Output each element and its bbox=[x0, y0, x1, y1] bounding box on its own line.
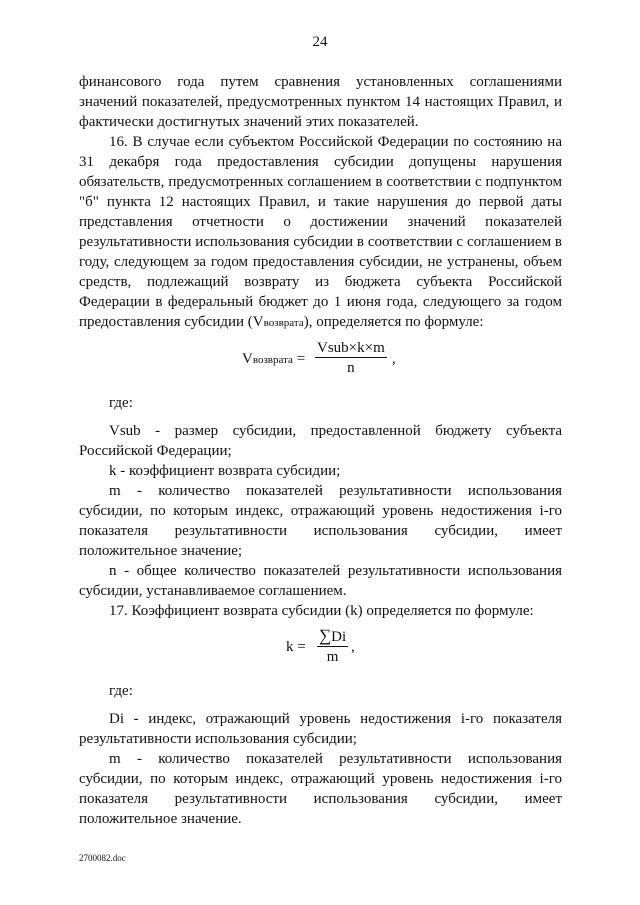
formula-k-comma: , bbox=[351, 639, 355, 655]
v-return-subscript: возврата bbox=[263, 317, 304, 329]
formula-k-lhs: k = bbox=[286, 639, 306, 655]
formula-numerator: Vsub×k×m bbox=[317, 340, 385, 356]
formula-k-fraction bbox=[317, 627, 348, 667]
spacer bbox=[79, 701, 562, 709]
document-filename-footer: 2700082.doc bbox=[79, 853, 126, 863]
formula-k bbox=[79, 627, 562, 671]
formula-v-symbol: V bbox=[242, 351, 253, 367]
v-return-symbol: V bbox=[252, 314, 264, 330]
formula-v-return-lhs bbox=[242, 349, 305, 370]
formula-v-return bbox=[79, 339, 562, 383]
document-body bbox=[79, 72, 562, 829]
formula-v-return-fraction bbox=[315, 339, 387, 378]
paragraph-continuation: финансового года путем сравнения установленных соглашениями значений показателей, предусмотренных пунктом 14 настоящих Правил, и фактически достигнутых значений этих показателей. bbox=[79, 74, 562, 130]
definition-di: Di - индекс, отражающий уровень недостижения i-го показателя результативности использования субсидии; bbox=[79, 711, 562, 747]
formula-denominator: n bbox=[347, 360, 355, 376]
definition-n: n - общее количество показателей результативности использования субсидии, устанавливаемое соглашением. bbox=[79, 563, 562, 599]
page-number: 24 bbox=[312, 34, 328, 50]
definition-vsub: Vsub - размер субсидии, предоставленной бюджету субъекта Российской Федерации; bbox=[79, 423, 562, 459]
definition-k: k - коэффициент возврата субсидии; bbox=[109, 463, 341, 479]
formula-v-subscript: возврата bbox=[252, 354, 293, 366]
where-label-2: где: bbox=[109, 683, 133, 699]
paragraph-16-text: 16. В случае если субъектом Российской Федерации по состоянию на 31 декабря года предоставления субсидии допущены нарушения обязательств, предусмотренных соглашением в соответствии с подпунктом "б" пункта 12 настоящих Правил, и такие нарушения до первой даты представления отчетности о достижении значений показателей результативности использования субсидии в соответствии с соглашением в году, следующем за годом предоставления субсидии, не устранены, объем средств, подлежащий возврату из бюджета субъекта Российской Федерации в федеральный бюджет до 1 июня года, следующего за годом предоставления субсидии ( bbox=[79, 134, 562, 330]
formula-k-di: Di bbox=[331, 629, 347, 645]
where-label-1: где: bbox=[109, 395, 133, 411]
formula-equals: = bbox=[292, 351, 306, 367]
formula-k-denominator: m bbox=[326, 649, 339, 665]
spacer bbox=[79, 413, 562, 421]
definition-m: m - количество показателей результативности использования субсидии, по которым индекс, отражающий уровень недостижения i-го показателя результативности использования субсидии, имеет положительное значение; bbox=[79, 483, 562, 559]
paragraph-17: 17. Коэффициент возврата субсидии (k) определяется по формуле: bbox=[109, 603, 534, 619]
sum-symbol: ∑ bbox=[319, 626, 332, 645]
paragraph-16-tail: ), определяется по формуле: bbox=[303, 314, 484, 330]
formula-comma: , bbox=[392, 351, 396, 367]
definition-m-2: m - количество показателей результативности использования субсидии, по которым индекс, отражающий уровень недостижения i-го показателя результативности использования субсидии, имеет положительное значение. bbox=[79, 751, 562, 827]
formula-k-numerator bbox=[317, 627, 348, 646]
paragraph-16 bbox=[79, 132, 562, 333]
